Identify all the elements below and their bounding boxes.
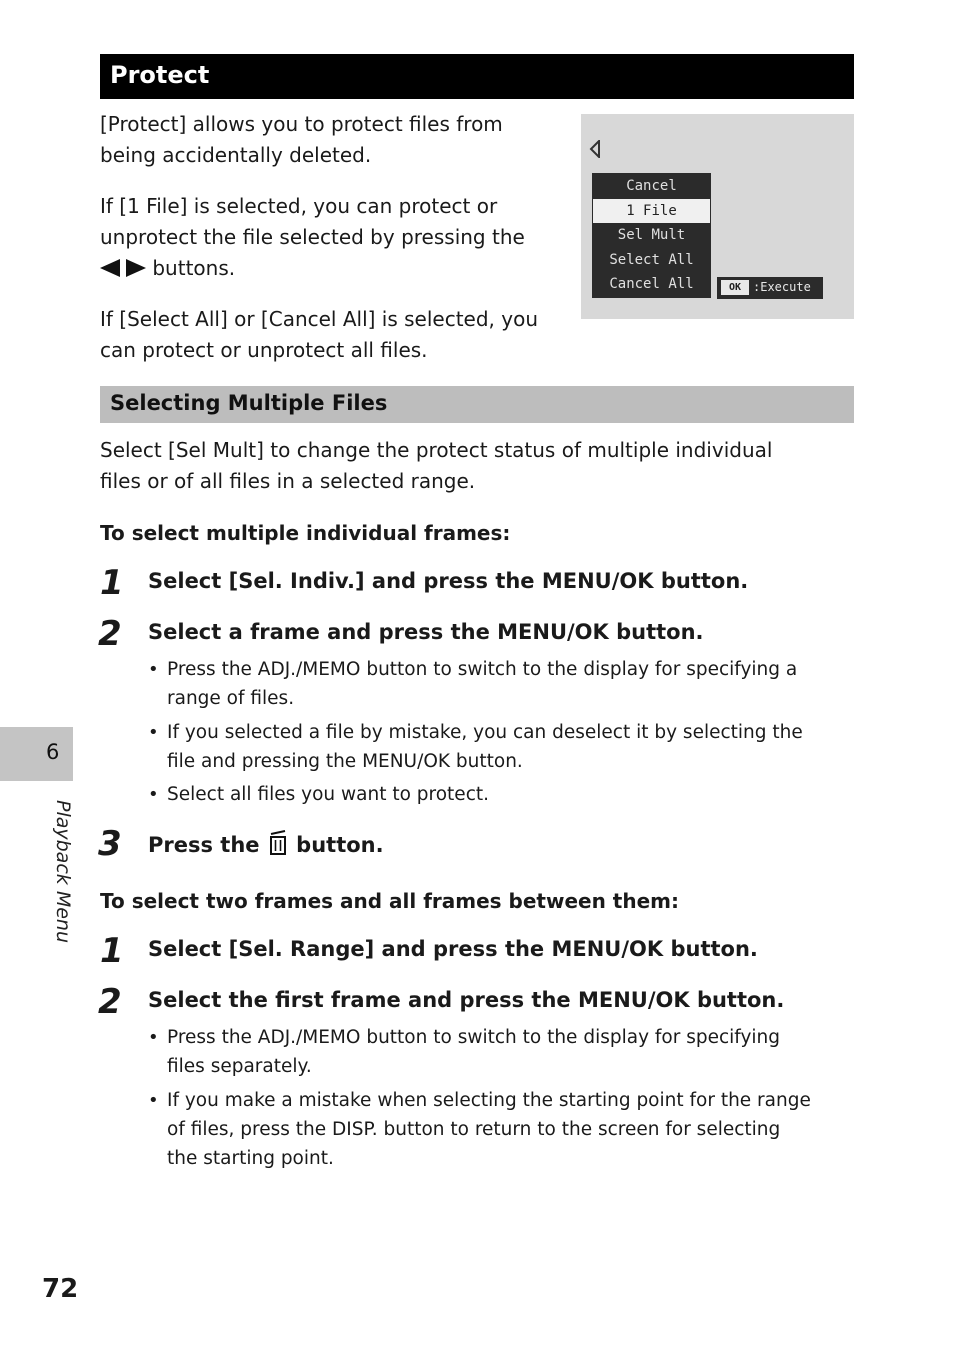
bullet-item [148,718,858,776]
protect-one-file [100,191,570,284]
text-line [100,253,570,284]
camera-screen-illustration [581,114,854,319]
bullet-dot: • [148,722,159,743]
text-line: If [1 File] is selected, you can protect or [100,194,498,218]
step-text [148,830,384,857]
bullet-dot: • [148,1027,159,1048]
left-right-arrows-icon [100,259,146,277]
text-line: files separately. [167,1056,312,1077]
chapter-tab [0,727,73,781]
menu-item-select-all: Select All [609,252,694,268]
section-title: Protect [110,61,210,89]
text-line: Press the ADJ./MEMO button to switch to the display for specifying [167,1027,781,1048]
step-number: 3 [98,824,122,864]
bullet-dot: • [148,1090,159,1111]
text-line: range of files. [167,688,295,709]
text-line: Select [Sel Mult] to change the protect status of multiple individual [100,438,773,462]
bullet-item [148,1086,858,1173]
trash-icon [267,830,289,856]
step-text: Select [Sel. Range] and press the MENU/OK button. [148,937,758,961]
text-line: being accidentally deleted. [100,143,372,167]
page-number: 72 [42,1274,79,1304]
section-title: Selecting Multiple Files [110,391,388,415]
ok-badge: OK [721,280,749,295]
text-fragment: buttons. [152,256,236,280]
bullet-item [148,655,858,713]
protect-all [100,304,570,366]
text-line: Select all files you want to protect. [167,784,489,805]
step-text: Select [Sel. Indiv.] and press the MENU/OK button. [148,569,749,593]
text-line: [Protect] allows you to protect files from [100,112,503,136]
back-arrow-icon [589,140,601,158]
text-line: Press the ADJ./MEMO button to switch to the display for specifying a [167,659,798,680]
protect-menu [592,173,711,298]
text-line: If [Select All] or [Cancel All] is selected, you [100,307,539,331]
protect-intro [100,109,570,171]
step-text: Select a frame and press the MENU/OK button. [148,620,704,644]
multi-intro [100,435,854,497]
menu-item-one-file: 1 File [593,199,710,223]
step-text: Select the first frame and press the MENU/OK button. [148,988,785,1012]
chapter-number: 6 [46,740,60,764]
step-number: 2 [98,982,122,1022]
section-header-protect [100,54,854,99]
text-line: If you selected a file by mistake, you can deselect it by selecting the [167,722,803,743]
step-number: 1 [100,931,124,971]
chapter-label: Playback Menu [52,800,74,943]
text-line: the starting point. [167,1148,334,1169]
text-line: If you make a mistake when selecting the starting point for the range [167,1090,811,1111]
step-number: 1 [100,563,124,603]
text-line: of files, press the DISP. button to return to the screen for selecting [167,1119,781,1140]
text-line: can protect or unprotect all files. [100,338,428,362]
menu-item-cancel-all: Cancel All [609,276,694,292]
text-line: file and pressing the MENU/OK button. [167,751,523,772]
text-line: unprotect the file selected by pressing the [100,225,525,249]
menu-item-sel-mult: Sel Mult [617,227,686,243]
text-line: files or of all files in a selected range. [100,469,476,493]
text-fragment: Press the [148,833,260,857]
text-fragment: button. [296,833,384,857]
subheading-individual: To select multiple individual frames: [100,521,511,545]
step-number: 2 [98,614,122,654]
bullet-item [148,1023,858,1081]
section-header-multiple [100,386,854,423]
subheading-range: To select two frames and all frames between them: [100,889,679,913]
execute-label: :Execute [753,280,811,294]
bullet-dot: • [148,659,159,680]
bullet-item [148,780,858,809]
ok-execute-hint [717,277,823,299]
bullet-dot: • [148,784,159,805]
menu-item-cancel: Cancel [626,178,677,194]
